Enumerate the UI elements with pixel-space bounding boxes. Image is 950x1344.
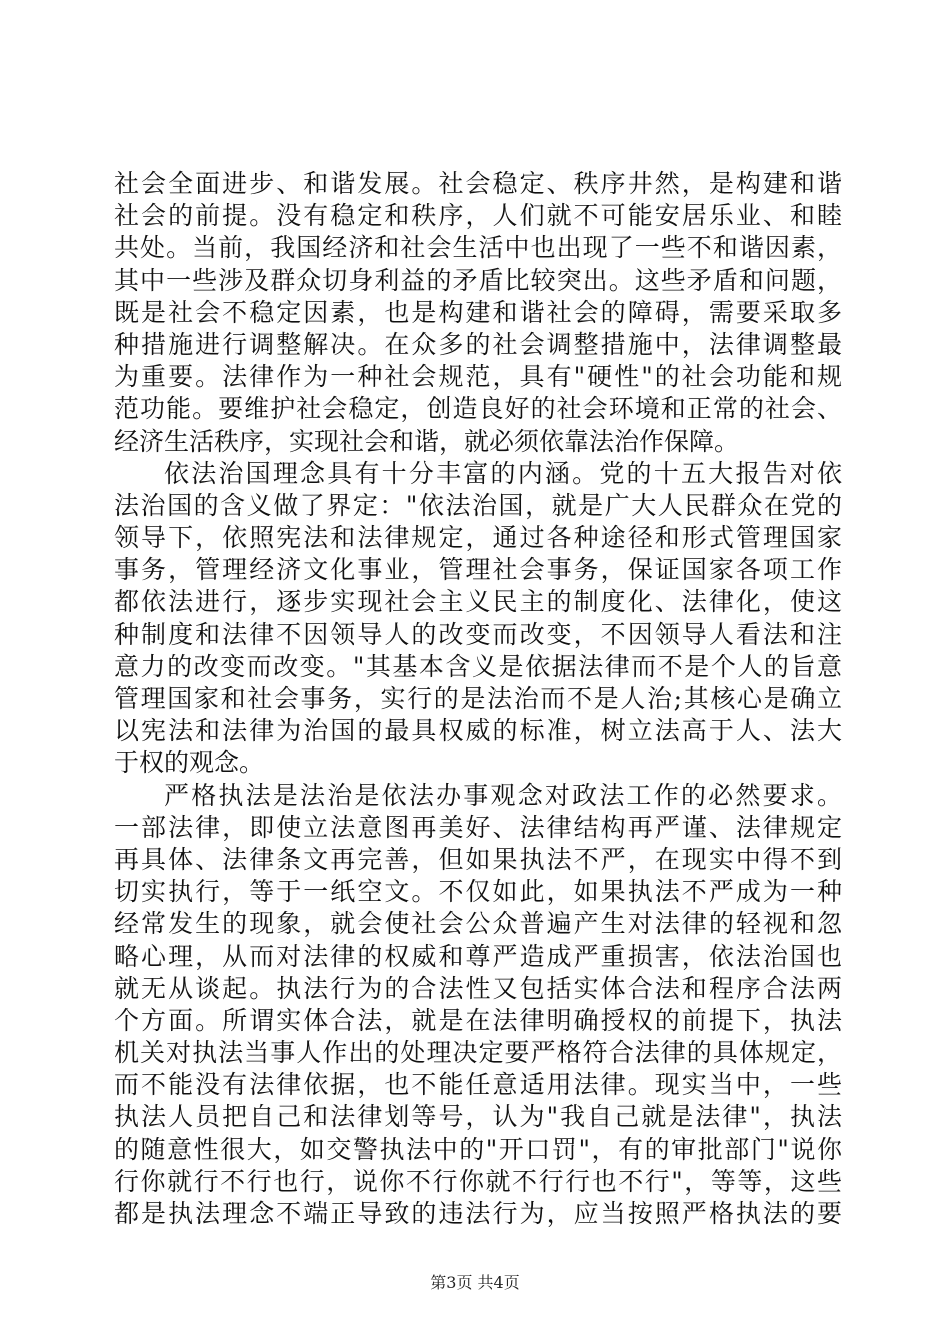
text-line: 都依法进行，逐步实现社会主义民主的制度化、法律化，使这 bbox=[114, 587, 842, 617]
text-line: 切实执行，等于一纸空文。不仅如此，如果执法不严成为一种 bbox=[114, 877, 842, 907]
text-line: 法治国的含义做了界定："依法治国，就是广大人民群众在党的 bbox=[114, 490, 842, 520]
text-line: 个方面。所谓实体合法，就是在法律明确授权的前提下，执法 bbox=[114, 1005, 842, 1035]
text-line: 共处。当前，我国经济和社会生活中也出现了一些不和谐因素， bbox=[114, 233, 842, 263]
text-line: 事务，管理经济文化事业，管理社会事务，保证国家各项工作 bbox=[114, 555, 842, 585]
text-line: 范功能。要维护社会稳定，创造良好的社会环境和正常的社会、 bbox=[114, 394, 842, 424]
text-line: 严格执法是法治是依法办事观念对政法工作的必然要求。 bbox=[164, 780, 842, 810]
text-line: 经济生活秩序，实现社会和谐，就必须依靠法治作保障。 bbox=[114, 426, 740, 456]
text-line: 就无从谈起。执法行为的合法性又包括实体合法和程序合法两 bbox=[114, 973, 842, 1003]
text-line: 以宪法和法律为治国的最具权威的标准，树立法高于人、法大 bbox=[114, 716, 842, 746]
text-line: 种措施进行调整解决。在众多的社会调整措施中，法律调整最 bbox=[114, 329, 842, 359]
text-line: 经常发生的现象，就会使社会公众普遍产生对法律的轻视和忽 bbox=[114, 909, 842, 939]
text-line: 机关对执法当事人作出的处理决定要严格符合法律的具体规定， bbox=[114, 1038, 842, 1068]
text-line: 执法人员把自己和法律划等号，认为"我自己就是法律"，执法 bbox=[114, 1102, 842, 1132]
text-line: 种制度和法律不因领导人的改变而改变，不因领导人看法和注 bbox=[114, 619, 842, 649]
text-line: 的随意性很大，如交警执法中的"开口罚"，有的审批部门"说你 bbox=[114, 1134, 842, 1164]
text-line: 领导下，依照宪法和法律规定，通过各种途径和形式管理国家 bbox=[114, 523, 842, 553]
text-line: 于权的观念。 bbox=[114, 748, 265, 778]
text-line: 社会全面进步、和谐发展。社会稳定、秩序井然，是构建和谐 bbox=[114, 169, 842, 198]
text-line: 一部法律，即使立法意图再美好、法律结构再严谨、法律规定 bbox=[114, 812, 842, 842]
text-line: 再具体、法律条文再完善，但如果执法不严，在现实中得不到 bbox=[114, 844, 842, 874]
page-footer: 第3页 共4页 bbox=[430, 1273, 520, 1292]
text-line: 其中一些涉及群众切身利益的矛盾比较突出。这些矛盾和问题， bbox=[114, 265, 842, 295]
text-line: 为重要。法律作为一种社会规范，具有"硬性"的社会功能和规 bbox=[114, 362, 842, 392]
text-line: 意力的改变而改变。"其基本含义是依据法律而不是个人的旨意 bbox=[114, 651, 842, 681]
body-text bbox=[114, 168, 842, 1230]
text-line: 略心理，从而对法律的权威和尊严造成严重损害，依法治国也 bbox=[114, 941, 842, 971]
text-line: 社会的前提。没有稳定和秩序，人们就不可能安居乐业、和睦 bbox=[114, 201, 842, 231]
text-line: 都是执法理念不端正导致的违法行为，应当按照严格执法的要 bbox=[114, 1199, 842, 1228]
text-line: 既是社会不稳定因素，也是构建和谐社会的障碍，需要采取多 bbox=[114, 297, 842, 327]
text-line: 管理国家和社会事务，实行的是法治而不是人治;其核心是确立 bbox=[114, 684, 842, 713]
text-line: 依法治国理念具有十分丰富的内涵。党的十五大报告对依 bbox=[164, 458, 842, 488]
text-line: 行你就行不行也行，说你不行你就不行行也不行"，等等，这些 bbox=[114, 1166, 842, 1196]
text-line: 而不能没有法律依据，也不能任意适用法律。现实当中，一些 bbox=[114, 1070, 842, 1100]
